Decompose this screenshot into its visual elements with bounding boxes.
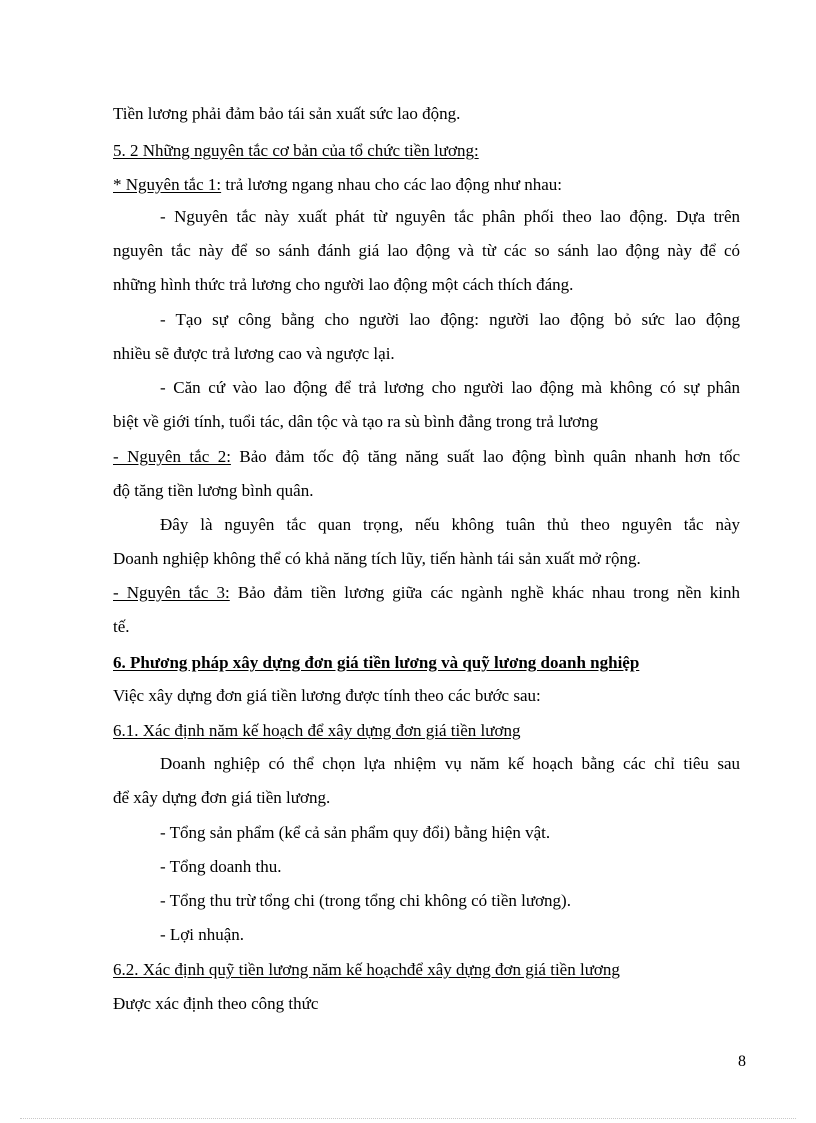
paragraph-line: - Nguyên tắc này xuất phát từ nguyên tắc phân phối theo lao động. Dựa trên xyxy=(160,207,740,226)
paragraph-line: độ tăng tiền lương bình quân. xyxy=(113,481,314,500)
paragraph-line: tế. xyxy=(113,617,130,636)
page-number: 8 xyxy=(738,1053,746,1070)
principle-2-label: - Nguyên tắc 2: xyxy=(113,447,231,466)
paragraph-line: nguyên tắc này để so sánh đánh giá lao động và từ các so sánh lao động này để có xyxy=(113,241,740,260)
principle-1-text: trả lương ngang nhau cho các lao động như nhau: xyxy=(221,175,562,194)
section-heading-6: 6. Phương pháp xây dựng đơn giá tiền lương và quỹ lương doanh nghiệp xyxy=(113,653,640,672)
principle-3-label: - Nguyên tắc 3: xyxy=(113,583,230,602)
page-bottom-divider xyxy=(20,1118,796,1119)
section-heading-6-2: 6.2. Xác định quỹ tiền lương năm kế hoạchđể xây dựng đơn giá tiền lương xyxy=(113,960,620,979)
text-line: Được xác định theo công thức xyxy=(113,994,319,1013)
paragraph-line: Doanh nghiệp có thể chọn lựa nhiệm vụ năm kế hoạch bằng các chỉ tiêu sau xyxy=(160,754,740,773)
principle-1 xyxy=(113,174,562,196)
list-item: - Lợi nhuận. xyxy=(160,925,245,944)
section-heading-5-2: 5. 2 Những nguyên tắc cơ bản của tổ chức tiền lương: xyxy=(113,141,479,160)
section-heading-6-1: 6.1. Xác định năm kế hoạch để xây dựng đơn giá tiền lương xyxy=(113,721,521,740)
list-item: - Tổng thu trừ tổng chi (trong tổng chi không có tiền lương). xyxy=(160,891,571,910)
list-item: - Tổng doanh thu. xyxy=(160,857,282,876)
paragraph-line: Doanh nghiệp không thể có khả năng tích lũy, tiến hành tái sản xuất mở rộng. xyxy=(113,549,641,568)
principle-3-text: Bảo đảm tiền lương giữa các ngành nghề khác nhau trong nền kinh xyxy=(229,583,740,602)
paragraph-line: nhiều sẽ được trả lương cao và ngược lại. xyxy=(113,344,395,363)
paragraph-line: Đây là nguyên tắc quan trọng, nếu không tuân thủ theo nguyên tắc này xyxy=(160,515,740,534)
principle-1-label: * Nguyên tắc 1: xyxy=(113,175,222,194)
paragraph-line: - Căn cứ vào lao động để trả lương cho người lao động mà không có sự phân xyxy=(160,378,740,397)
principle-2 xyxy=(113,446,740,468)
paragraph-line: - Tạo sự công bằng cho người lao động: người lao động bỏ sức lao động xyxy=(160,310,740,329)
paragraph-line: để xây dựng đơn giá tiền lương. xyxy=(113,788,331,807)
list-item: - Tổng sản phẩm (kể cả sản phẩm quy đổi) bằng hiện vật. xyxy=(160,823,551,842)
text-line: Việc xây dựng đơn giá tiền lương được tính theo các bước sau: xyxy=(113,686,541,705)
text-line: Tiền lương phải đảm bảo tái sản xuất sức lao động. xyxy=(113,104,461,123)
paragraph-line: biệt về giới tính, tuổi tác, dân tộc và tạo ra sù bình đẳng trong trả lương xyxy=(113,412,599,431)
principle-3 xyxy=(113,582,740,604)
paragraph-line: những hình thức trả lương cho người lao động một cách thích đáng. xyxy=(113,275,574,294)
principle-2-text: Bảo đảm tốc độ tăng năng suất lao động bình quân nhanh hơn tốc xyxy=(230,447,740,466)
